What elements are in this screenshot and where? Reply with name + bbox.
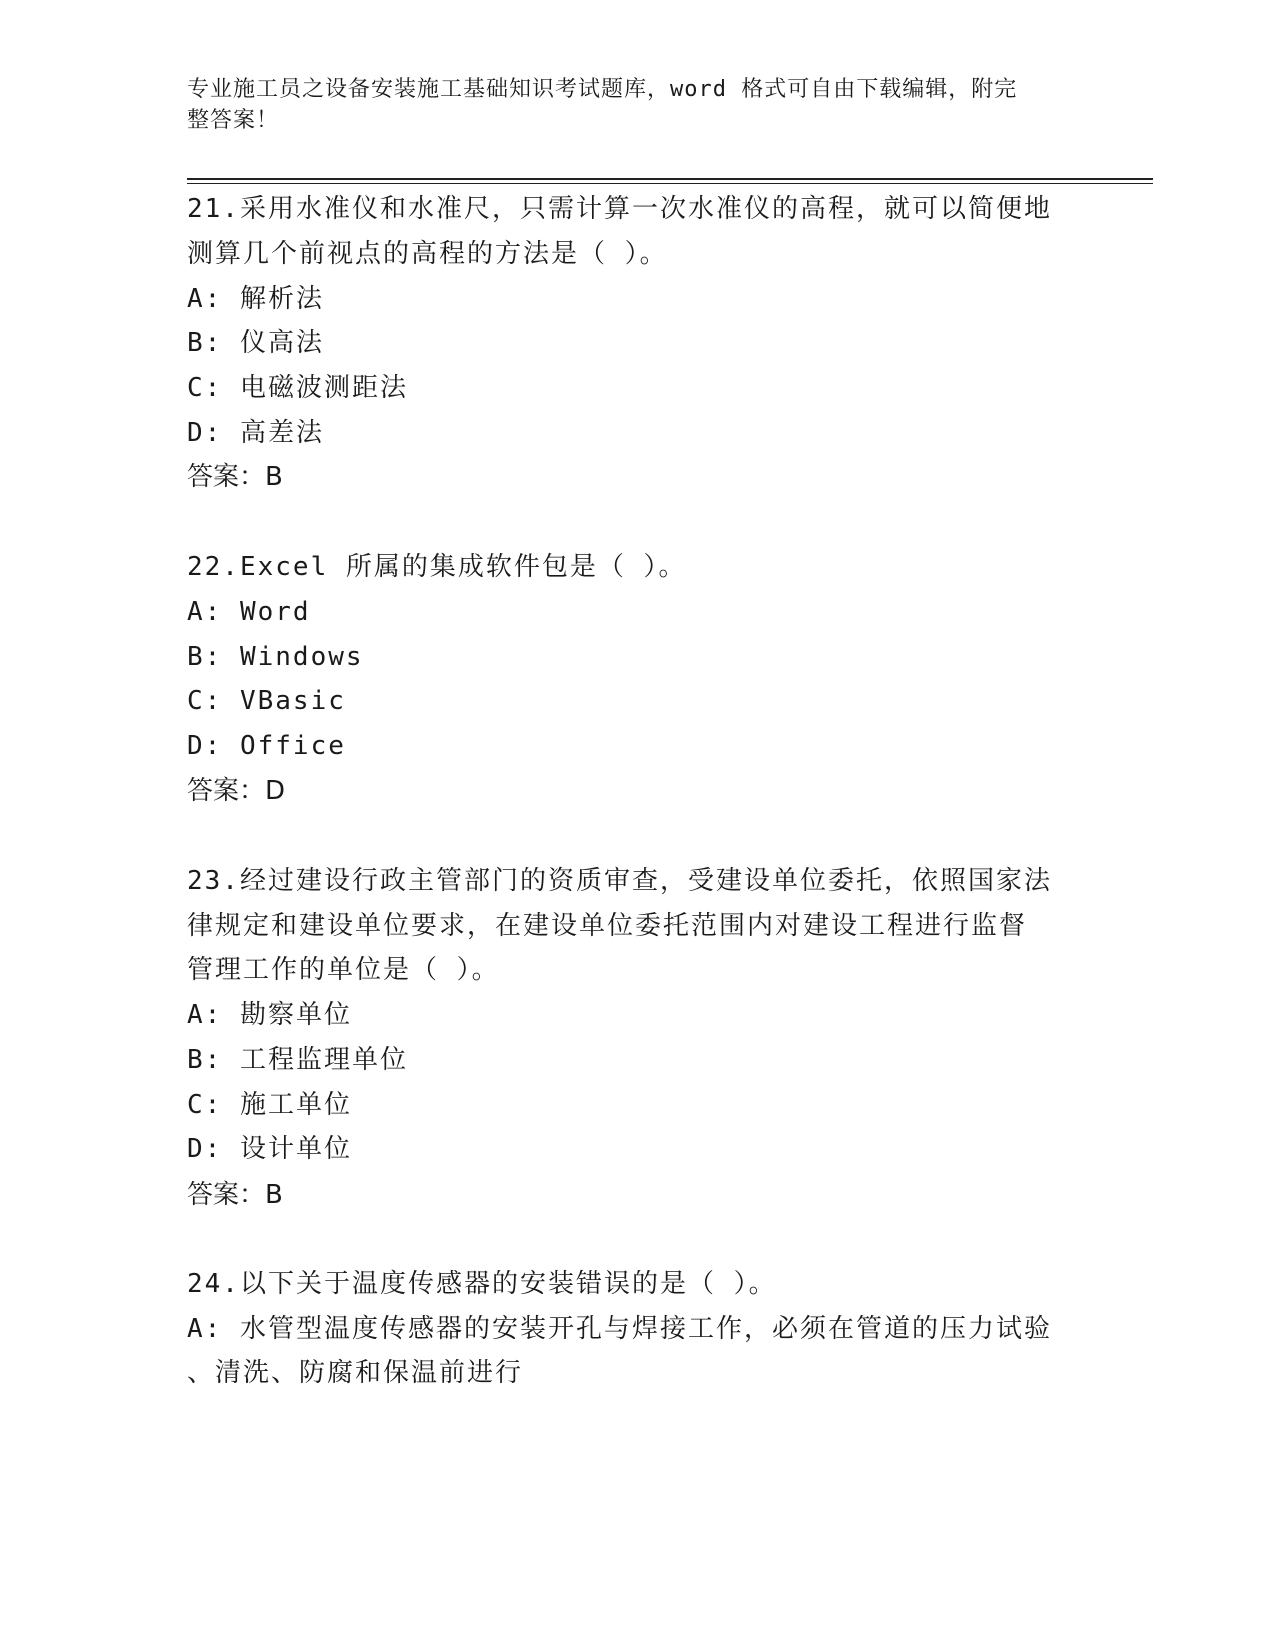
question-21-option-b: B: 仪高法 bbox=[187, 328, 324, 358]
question-21-option-a: A: 解析法 bbox=[187, 284, 324, 314]
question-22-option-b: B: Windows bbox=[187, 642, 364, 672]
question-21-stem-line-2: 测算几个前视点的高程的方法是（ ）。 bbox=[187, 239, 668, 269]
question-23-stem-line-1: 23.经过建设行政主管部门的资质审查，受建设单位委托，依照国家法 bbox=[187, 866, 1052, 896]
question-24-stem-line-1: 24.以下关于温度传感器的安装错误的是（ ）。 bbox=[187, 1269, 777, 1299]
question-21-answer: 答案：B bbox=[187, 462, 283, 492]
header-divider bbox=[187, 178, 1153, 184]
document-header bbox=[187, 74, 1067, 136]
question-23-stem-line-3: 管理工作的单位是（ ）。 bbox=[187, 955, 500, 985]
question-22-answer: 答案：D bbox=[187, 776, 286, 806]
question-22-option-a: A: Word bbox=[187, 597, 311, 627]
question-22-option-d: D: Office bbox=[187, 731, 346, 761]
question-21-option-d: D: 高差法 bbox=[187, 418, 324, 448]
question-24-option-a-continued: 、清洗、防腐和保温前进行 bbox=[187, 1358, 524, 1388]
question-23-option-c: C: 施工单位 bbox=[187, 1090, 352, 1120]
question-21-stem-line-1: 21.采用水准仪和水准尺，只需计算一次水准仪的高程，就可以简便地 bbox=[187, 194, 1052, 224]
question-22-stem-line-1: 22.Excel 所属的集成软件包是（ ）。 bbox=[187, 552, 687, 582]
header-line-1: 专业施工员之设备安装施工基础知识考试题库，word 格式可自由下载编辑，附完 bbox=[187, 77, 1018, 102]
question-23-answer: 答案：B bbox=[187, 1180, 283, 1210]
header-line-2: 整答案！ bbox=[187, 108, 280, 133]
question-21-option-c: C: 电磁波测距法 bbox=[187, 373, 408, 403]
question-23-option-a: A: 勘察单位 bbox=[187, 1000, 352, 1030]
question-22-option-c: C: VBasic bbox=[187, 686, 346, 716]
question-24-option-a: A: 水管型温度传感器的安装开孔与焊接工作，必须在管道的压力试验 bbox=[187, 1314, 1052, 1344]
question-23-option-b: B: 工程监理单位 bbox=[187, 1045, 408, 1075]
question-23-option-d: D: 设计单位 bbox=[187, 1134, 352, 1164]
question-23-stem-line-2: 律规定和建设单位要求，在建设单位委托范围内对建设工程进行监督 bbox=[187, 911, 1028, 941]
